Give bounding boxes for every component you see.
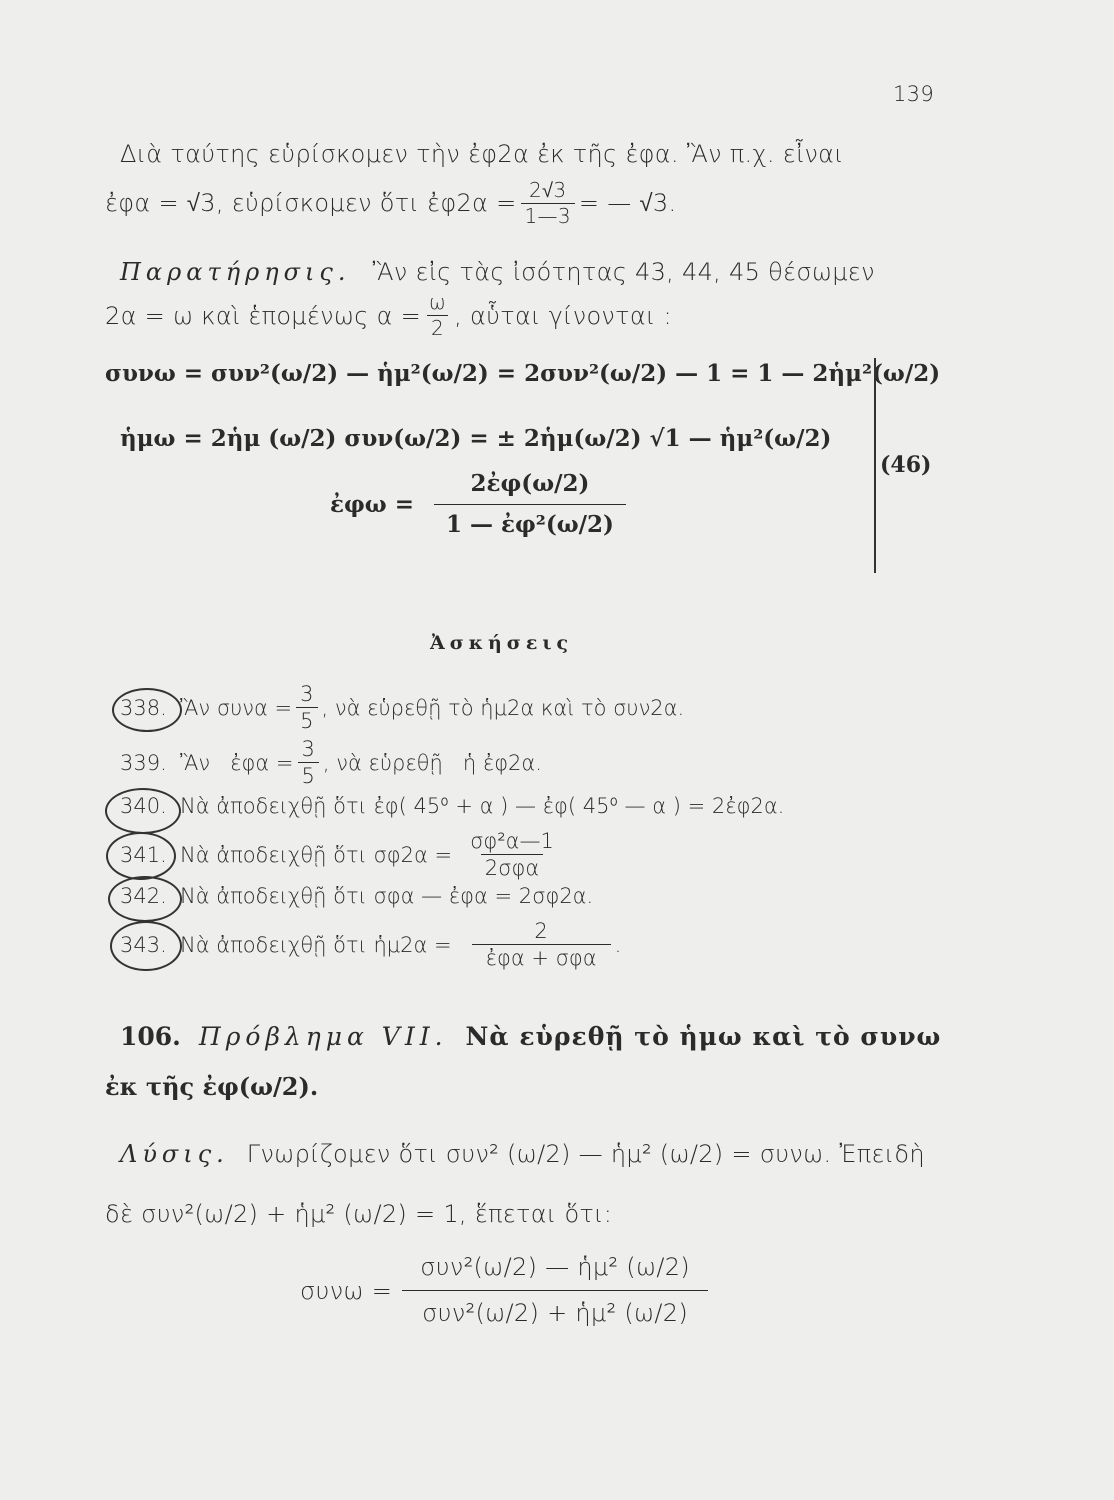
exercise-text: Νὰ ἀποδειχθῇ ὅτι ἡμ2α = bbox=[180, 932, 452, 957]
remark-label: Παρατήρησις. bbox=[120, 258, 351, 286]
formula-tan-den: 1 — ἐφ²(ω/2) bbox=[434, 504, 626, 537]
exercise-text: Ἂν συνα = bbox=[180, 695, 293, 720]
problem-number: 106. bbox=[120, 1022, 181, 1051]
exercise-text-end: , νὰ εὑρεθῇ ἡ ἐφ2α. bbox=[322, 750, 542, 775]
exercise-fraction-num: 3 bbox=[301, 737, 315, 761]
problem-heading bbox=[120, 1022, 941, 1051]
exercise-341 bbox=[120, 830, 562, 879]
exercise-text: Ἂν ἐφα = bbox=[180, 750, 294, 775]
formula-brace bbox=[860, 358, 876, 573]
intro-fraction-den: 1—3 bbox=[521, 203, 575, 227]
intro-line-2b: = — √3. bbox=[578, 189, 677, 217]
exercise-text-end: . bbox=[614, 932, 622, 957]
exercise-fraction-num: 2 bbox=[534, 919, 548, 943]
exercise-number: 342. bbox=[120, 884, 167, 908]
exercise-fraction bbox=[466, 830, 558, 879]
exercise-339 bbox=[120, 738, 542, 787]
equation-number: (46) bbox=[880, 452, 932, 478]
remark-fraction-den: 2 bbox=[427, 315, 448, 339]
remark-line-1 bbox=[120, 258, 875, 286]
remark-line-2b: , αὗται γίνονται : bbox=[454, 301, 672, 330]
exercise-340 bbox=[120, 794, 784, 818]
exercise-fraction-den: 2σφα bbox=[481, 854, 543, 879]
intro-line-1: Διὰ ταύτης εὑρίσκομεν τὴν ἐφ2α ἐκ τῆς ἐφα. Ἂν π.χ. εἶναι bbox=[120, 140, 844, 168]
final-formula bbox=[300, 1255, 712, 1326]
solution-line-2: δὲ συν²(ω/2) + ἡμ² (ω/2) = 1, ἕπεται ὅτι: bbox=[105, 1200, 613, 1228]
remark-fraction-num: ω bbox=[429, 290, 447, 314]
exercise-fraction bbox=[296, 683, 317, 732]
page-number: 139 bbox=[893, 82, 934, 106]
handwritten-circle-343 bbox=[110, 921, 182, 971]
handwritten-circle-341 bbox=[106, 832, 176, 880]
exercise-text: Νὰ ἀποδειχθῇ ὅτι σφα — ἐφα = 2σφ2α. bbox=[180, 884, 594, 908]
exercise-text: Νὰ ἀποδειχθῇ ὅτι ἐφ( 45⁰ + α ) — ἐφ( 45⁰ — α ) = 2ἐφ2α. bbox=[180, 794, 785, 818]
final-lhs: συνω = bbox=[300, 1276, 393, 1305]
problem-title-a: Νὰ εὑρεθῇ τὸ ἡμω καὶ τὸ συνω bbox=[465, 1022, 942, 1051]
exercise-342 bbox=[120, 884, 593, 908]
final-num: συν²(ω/2) — ἡμ² (ω/2) bbox=[420, 1253, 690, 1281]
formula-sin: ἡμω = 2ἡμ (ω/2) συν(ω/2) = ± 2ἡμ(ω/2) √1 — ἡμ²(ω/2) bbox=[120, 425, 832, 452]
formula-tan-lhs: ἐφω = bbox=[330, 491, 414, 519]
handwritten-circle-338 bbox=[112, 688, 182, 732]
exercise-338 bbox=[120, 683, 684, 732]
handwritten-circle-340 bbox=[105, 788, 181, 834]
exercise-number: 341. bbox=[120, 842, 167, 867]
exercise-number: 339. bbox=[120, 750, 167, 775]
exercise-fraction bbox=[472, 920, 611, 969]
handwritten-circle-342 bbox=[108, 876, 182, 922]
exercise-fraction-num: σφ²α—1 bbox=[470, 829, 554, 853]
solution-text-1: Γνωρίζομεν ὅτι συν² (ω/2) — ἡμ² (ω/2) = συνω. Ἐπειδὴ bbox=[246, 1140, 925, 1168]
remark-fraction bbox=[425, 292, 450, 339]
exercise-text: Νὰ ἀποδειχθῇ ὅτι σφ2α = bbox=[180, 842, 453, 867]
exercise-343 bbox=[120, 920, 621, 969]
problem-label: Πρόβλημα VII. bbox=[198, 1022, 448, 1051]
solution-label: Λύσις. bbox=[120, 1140, 229, 1168]
exercise-fraction-den: 5 bbox=[296, 707, 317, 732]
exercise-fraction-den: 5 bbox=[298, 762, 319, 787]
exercises-heading: Ἀσκήσεις bbox=[430, 632, 574, 654]
exercise-number: 343. bbox=[120, 932, 167, 957]
formula-tan-fraction bbox=[434, 472, 626, 537]
intro-fraction bbox=[521, 180, 575, 227]
exercise-text-end: , νὰ εὑρεθῇ τὸ ἡμ2α καὶ τὸ συν2α. bbox=[321, 695, 685, 720]
exercise-fraction-num: 3 bbox=[300, 682, 314, 706]
intro-fraction-num: 2√3 bbox=[529, 178, 567, 202]
exercise-fraction-den: ἐφα + σφα bbox=[472, 944, 611, 969]
intro-line-2 bbox=[105, 180, 676, 227]
formula-tan-num: 2ἐφ(ω/2) bbox=[470, 470, 590, 497]
remark-line-2 bbox=[105, 292, 672, 339]
solution-line-1 bbox=[120, 1140, 925, 1168]
formula-cos: συνω = συν²(ω/2) — ἡμ²(ω/2) = 2συν²(ω/2) — 1 = 1 — 2ἡμ²(ω/2) bbox=[105, 360, 941, 387]
exercise-fraction bbox=[298, 738, 319, 787]
formula-tan bbox=[330, 472, 630, 537]
problem-title-b: ἐκ τῆς ἐφ(ω/2). bbox=[105, 1072, 319, 1101]
exercise-number: 338. bbox=[120, 695, 167, 720]
intro-line-2a: ἐφα = √3, εὑρίσκομεν ὅτι ἐφ2α = bbox=[105, 189, 517, 217]
remark-text-1: Ἂν εἰς τὰς ἰσότητας 43, 44, 45 θέσωμεν bbox=[372, 258, 875, 286]
final-den: συν²(ω/2) + ἡμ² (ω/2) bbox=[402, 1290, 708, 1326]
exercise-number: 340. bbox=[120, 794, 167, 818]
remark-line-2a: 2α = ω καὶ ἑπομένως α = bbox=[105, 301, 422, 330]
final-fraction bbox=[402, 1255, 708, 1326]
